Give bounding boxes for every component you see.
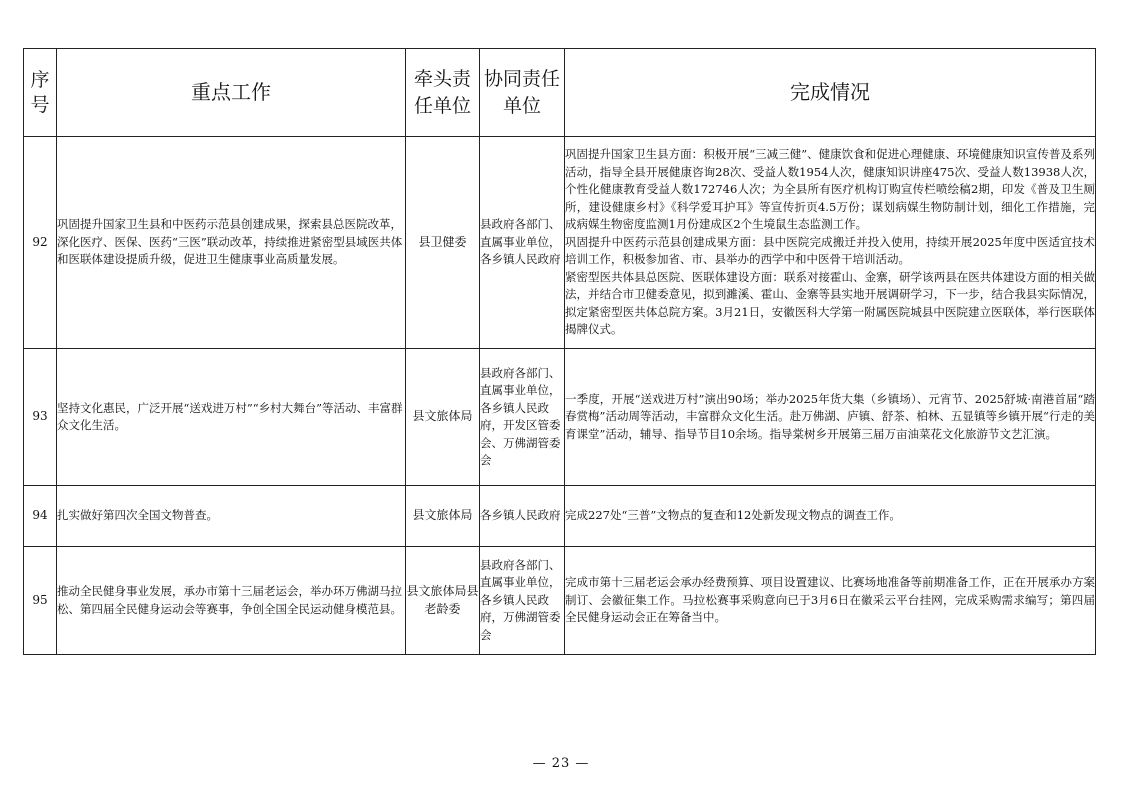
table-row	[24, 349, 1096, 486]
row-cooperating-unit: 县政府各部门、直属事业单位，各乡镇人民政府，万佛湖管委会	[480, 547, 565, 655]
row-completion-status	[565, 349, 1096, 486]
header-key-work: 重点工作	[57, 49, 406, 137]
table-row	[24, 137, 1096, 349]
row-serial-number: 95	[24, 547, 57, 655]
row-serial-number: 94	[24, 486, 57, 547]
row-serial-number: 92	[24, 137, 57, 349]
status-paragraph: 紧密型医共体县总医院、医联体建设方面：联系对接霍山、金寨，研学该两县在医共体建设方面的相关做法，并结合市卫健委意见，拟到濉溪、霍山、金寨等县实地开展调研学习，下一步，结合我县实际情况，拟定紧密型医共体总院方案。3月21日，安徽医科大学第一附属医院城县中医院建立医联体，举行医联体揭牌仪式。	[565, 269, 1095, 337]
row-cooperating-unit: 县政府各部门、直属事业单位，各乡镇人民政府，开发区管委会、万佛湖管委会	[480, 349, 565, 486]
header-serial-number: 序号	[24, 49, 57, 137]
row-completion-status	[565, 137, 1096, 349]
header-cooperating-unit: 协同责任单位	[480, 49, 565, 137]
row-cooperating-unit: 县政府各部门、直属事业单位，各乡镇人民政府	[480, 137, 565, 349]
row-key-work: 推动全民健身事业发展，承办市第十三届老运会，举办环万佛湖马拉松、第四届全民健身运动会等赛事，争创全国全民运动健身模范县。	[57, 547, 406, 655]
table-row	[24, 547, 1096, 655]
table-row	[24, 486, 1096, 547]
page-number: — 23 —	[532, 756, 590, 771]
row-serial-number: 93	[24, 349, 57, 486]
status-paragraph: 完成市第十三届老运会承办经费预算、项目设置建议、比赛场地准备等前期准备工作，正在开展承办方案制订、会徽征集工作。马拉松赛事采购意向已于3月6日在徽采云平台挂网，完成采购需求编写；第四届全民健身运动会正在筹备当中。	[565, 575, 1095, 625]
work-progress-table	[23, 48, 1096, 655]
row-lead-unit: 县文旅体局	[406, 349, 480, 486]
status-paragraph: 巩固提升中医药示范县创建成果方面：县中医院完成搬迁并投入使用，持续开展2025年度中医适宜技术培训工作，积极参加省、市、县举办的西学中和中医骨干培训活动。	[565, 234, 1095, 267]
row-lead-unit: 县文旅体局县老龄委	[406, 547, 480, 655]
row-key-work: 巩固提升国家卫生县和中医药示范县创建成果，探索县总医院改革，深化医疗、医保、医药“三医”联动改革，持续推进紧密型县域医共体和医联体建设提质升级，促进卫生健康事业高质量发展。	[57, 137, 406, 349]
status-paragraph: 完成227处“三普”文物点的复查和12处新发现文物点的调查工作。	[565, 508, 901, 523]
header-completion-status: 完成情况	[565, 49, 1096, 137]
status-paragraph: 一季度，开展“送戏进万村”演出90场；举办2025年货大集（乡镇场）、元宵节、2025舒城·南港首届“踏春赏梅”活动周等活动，丰富群众文化生活。赴万佛湖、庐镇、舒茶、柏林、五显镇等乡镇开展“行走的美育课堂”活动，辅导、指导节目10余场。指导棠树乡开展第三届万亩油菜花文化旅游节文艺汇演。	[565, 391, 1095, 441]
header-lead-unit: 牵头责任单位	[406, 49, 480, 137]
status-paragraph: 巩固提升国家卫生县方面：积极开展“三减三健”、健康饮食和促进心理健康、环境健康知识宣传普及系列活动，指导全县开展健康咨询28次、受益人数1954人次，健康知识讲座475次、受益人数13938人次，个性化健康教育受益人数172746人次；为全县所有医疗机构订购宣传栏喷绘稿2期，印发《普及卫生厕所，建设健康乡村》《科学爱耳护耳》等宣传折页4.5万份；谋划病媒生物防制计划，细化工作措施，完成病媒生物密度监测1月份建成区2个生境鼠生态监测工作。	[565, 147, 1095, 232]
row-completion-status	[565, 547, 1096, 655]
table-header-row	[24, 49, 1096, 137]
row-key-work: 坚持文化惠民，广泛开展“送戏进万村”“乡村大舞台”等活动、丰富群众文化生活。	[57, 349, 406, 486]
row-lead-unit: 县卫健委	[406, 137, 480, 349]
row-completion-status	[565, 486, 1096, 547]
row-cooperating-unit: 各乡镇人民政府	[480, 486, 565, 547]
row-lead-unit: 县文旅体局	[406, 486, 480, 547]
row-key-work: 扎实做好第四次全国文物普查。	[57, 486, 406, 547]
